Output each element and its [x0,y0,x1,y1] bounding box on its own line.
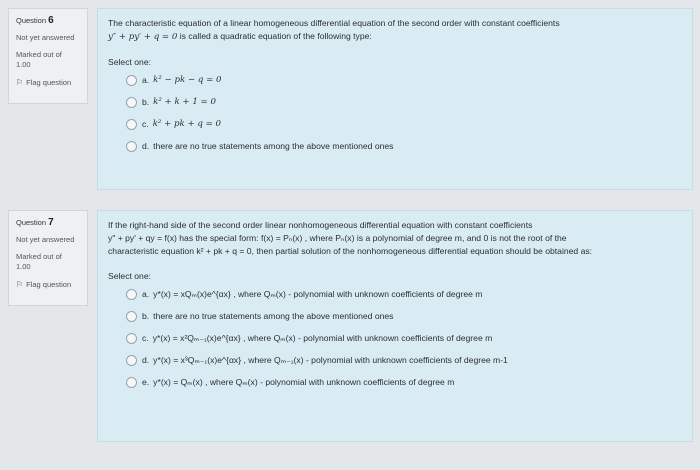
marked-label: Marked out of [16,252,62,261]
option-letter: d. [142,140,150,151]
question-7-flag[interactable] [16,280,80,290]
question-label: Question [16,16,47,25]
question-6-info [8,8,88,104]
radio-button[interactable] [126,119,137,130]
marked-label: Marked out of [16,50,62,59]
option-text: y*(x) = Qₘ(x) , where Qₘ(x) - polynomial with unknown coefficients of degree m [153,376,455,387]
question-7-text-line2: y″ + py′ + qy = f(x) has the special form: f(x) = Pₙ(x) , where Pₙ(x) is a polynomial of degree m, and 0 is not the root of the [108,233,567,243]
option-text: k² + k + 1 = 0 [153,96,216,107]
question-label: Question [16,218,47,227]
select-one-label: Select one: [108,271,151,281]
question-6-number [16,15,80,26]
option-b[interactable] [108,305,682,327]
radio-button[interactable] [126,75,137,86]
option-c[interactable] [108,113,682,135]
question-7-status: Not yet answered [16,235,75,244]
option-letter: c. [142,118,149,129]
option-text: y*(x) = x³Qₘ₋₁(x)e^{αx} , where Qₘ₋₁(x) - polynomial with unknown coefficients of degree m-1 [153,354,508,365]
marks-value: 1.00 [16,262,31,271]
option-letter: e. [142,376,150,387]
option-text: there are no true statements among the above mentioned ones [153,140,394,151]
option-c[interactable] [108,327,682,349]
option-letter: c. [142,332,149,343]
question-6-text-line1: The characteristic equation of a linear homogeneous differential equation of the second order with constant coefficients [108,18,560,28]
option-a[interactable] [108,69,682,91]
option-a[interactable] [108,283,682,305]
option-b[interactable] [108,91,682,113]
question-7-content [97,210,693,442]
option-d[interactable] [108,349,682,371]
radio-button[interactable] [126,141,137,152]
marks-value: 1.00 [16,60,31,69]
option-text: y*(x) = xQₘ(x)e^{αx} , where Qₘ(x) - polynomial with unknown coefficients of degree m [153,288,483,299]
select-one-label: Select one: [108,57,151,67]
option-d[interactable] [108,135,682,157]
question-6-text-line2 [108,30,682,44]
radio-button[interactable] [126,97,137,108]
question-7-text-line3: characteristic equation k² + pk + q = 0, then partial solution of the nonhomogeneous differential equation should be obtained as: [108,246,593,256]
question-number: 7 [48,217,54,228]
option-letter: b. [142,96,150,107]
flag-label: Flag question [26,78,72,87]
flag-icon: ⚐ [16,78,24,87]
radio-button[interactable] [126,355,137,366]
option-letter: a. [142,288,150,299]
option-letter: d. [142,354,150,365]
text-continuation: is called a quadratic equation of the following type: [177,31,372,41]
question-6-content [97,8,693,190]
option-letter: a. [142,74,150,85]
question-6-text [108,17,682,44]
question-7-number [16,217,80,228]
radio-button[interactable] [126,377,137,388]
question-7-text-line1: If the right-hand side of the second order linear nonhomogeneous differential equation with constant coefficients [108,220,533,230]
option-letter: b. [142,310,150,321]
question-6-flag[interactable] [16,78,80,88]
radio-button[interactable] [126,333,137,344]
option-text: y*(x) = x²Qₘ₋₁(x)e^{αx} , where Qₘ(x) - polynomial with unknown coefficients of degree m [152,332,493,343]
option-text: there are no true statements among the above mentioned ones [153,310,394,321]
question-7-marked [16,252,80,272]
question-6-marked [16,50,80,70]
question-7-text [108,219,682,258]
math-equation: y″ + py′ + q = 0 [108,32,178,42]
question-number: 6 [48,15,54,26]
option-e[interactable] [108,371,682,393]
flag-icon: ⚐ [16,280,24,289]
flag-label: Flag question [26,280,72,289]
option-text: k² + pk + q = 0 [152,118,222,129]
radio-button[interactable] [126,289,137,300]
option-text: k² − pk − q = 0 [153,74,222,85]
question-6-status: Not yet answered [16,33,75,42]
question-7-info [8,210,88,306]
radio-button[interactable] [126,311,137,322]
